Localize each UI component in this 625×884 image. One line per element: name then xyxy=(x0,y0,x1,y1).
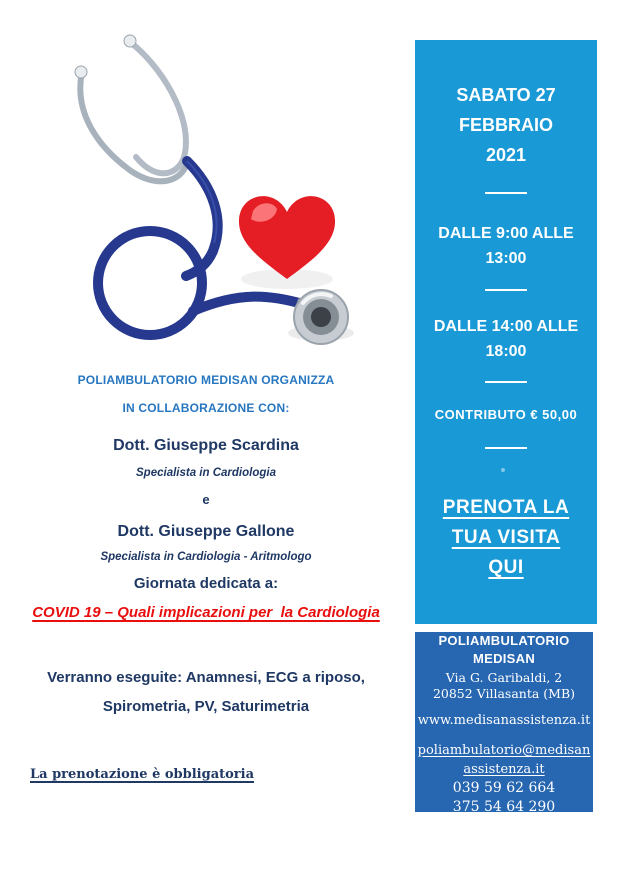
afternoon-line-2: 18:00 xyxy=(485,343,527,360)
separator-line xyxy=(485,381,527,383)
contact-email-line-1[interactable]: poliambulatorio@medisan xyxy=(417,743,591,758)
doctor-name-1: Dott. Giuseppe Scardina xyxy=(113,437,299,454)
event-sidebar xyxy=(415,40,597,624)
booking-note: La prenotazione è obbligatoria xyxy=(30,767,255,782)
exams-line-1: Verranno eseguite: Anamnesi, ECG a riposo, xyxy=(47,669,365,686)
date-line-1: SABATO 27 xyxy=(456,85,556,105)
conjunction-text: e xyxy=(202,492,210,507)
time-slot-afternoon xyxy=(415,314,597,364)
time-slot-morning xyxy=(415,221,597,271)
dedicated-heading: Giornata dedicata a: xyxy=(133,575,279,592)
doctor-name-2: Dott. Giuseppe Gallone xyxy=(117,523,295,540)
cta-line-2[interactable]: TUA VISITA xyxy=(451,527,561,548)
morning-line-2: 13:00 xyxy=(485,250,527,267)
booking-link[interactable] xyxy=(415,493,597,583)
event-date xyxy=(415,80,597,170)
contact-phone-2: 375 54 64 290 xyxy=(452,799,556,812)
cta-dot xyxy=(501,468,505,472)
contact-email-line-2[interactable]: assistenza.it xyxy=(463,762,545,777)
organizer-heading: POLIAMBULATORIO MEDISAN ORGANIZZA xyxy=(77,373,335,387)
contact-name-line-1: POLIAMBULATORIO xyxy=(438,633,570,648)
date-line-2: FEBBRAIO xyxy=(459,115,553,135)
cta-line-1[interactable]: PRENOTA LA xyxy=(442,497,570,518)
contact-address-1: Via G. Garibaldi, 2 xyxy=(445,670,563,685)
doctor-specialty-2: Specialista in Cardiologia - Aritmologo xyxy=(100,551,312,563)
contact-name-line-2: MEDISAN xyxy=(472,651,536,666)
contact-phone-1: 039 59 62 664 xyxy=(452,780,556,796)
covid-title: COVID 19 – Quali implicazioni per la Cardiologia xyxy=(32,604,380,621)
date-line-3: 2021 xyxy=(485,145,527,165)
contact-name xyxy=(415,632,593,668)
collaboration-heading: IN COLLABORAZIONE CON: xyxy=(122,401,290,415)
contact-address xyxy=(415,670,593,702)
separator-line xyxy=(485,447,527,449)
contact-phones xyxy=(415,779,593,812)
doctor-specialty-1: Specialista in Cardiologia xyxy=(136,467,276,479)
afternoon-line-1: DALLE 14:00 ALLE xyxy=(433,318,579,335)
morning-line-1: DALLE 9:00 ALLE xyxy=(438,225,574,242)
separator-line xyxy=(485,192,527,194)
contact-card xyxy=(415,632,593,812)
contact-website-link[interactable]: www.medisanassistenza.it xyxy=(417,713,591,728)
contact-address-2: 20852 Villasanta (MB) xyxy=(432,686,576,701)
contact-email-link[interactable] xyxy=(415,741,593,779)
exams-line-2: Spirometria, PV, Saturimetria xyxy=(102,698,310,715)
separator-line xyxy=(485,289,527,291)
fee-text: CONTRIBUTO € 50,00 xyxy=(434,407,578,422)
cta-line-3[interactable]: QUI xyxy=(488,557,524,578)
